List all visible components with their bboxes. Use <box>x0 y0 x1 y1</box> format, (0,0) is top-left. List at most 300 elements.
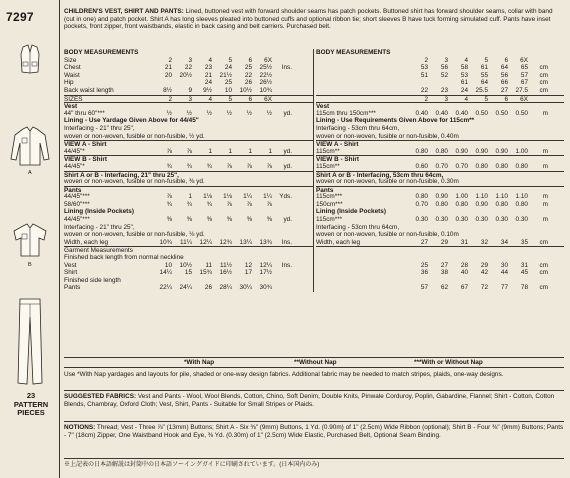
sketch-column <box>0 0 60 478</box>
imperial-row-label: Lining (Inside Pockets) <box>64 208 134 216</box>
imperial-cell: 21 <box>204 71 212 79</box>
imperial-row-label: 44" thru 60"*** <box>64 109 105 117</box>
imperial-row <box>64 277 313 285</box>
imperial-cell: ⅞ <box>226 200 232 208</box>
imperial-row-label: Shirt A or B - Interfacing, 21" thru 25", <box>64 171 179 179</box>
metric-cell: 1.10 <box>495 193 508 201</box>
fabrics-text: Vest and Pants - Wool, Wool Blends, Cotton, Chino, Soft Denim, Double Knits, Pinwale Corduroy, Poplin, Gabardine, Flannel; Shirt - Cotton, Cotton Blends, Chambray, Oxford Cloth; Vest, Shirt, Pants - Suitable for Small Stripes or Plaids. <box>64 393 555 408</box>
imperial-cell: yd. <box>283 109 292 117</box>
metric-cell: 0.70 <box>435 162 448 170</box>
imperial-cell: 16½ <box>219 269 232 277</box>
imperial-row-label: Back waist length <box>64 86 114 94</box>
imperial-row <box>64 102 313 110</box>
metric-cell: 45 <box>520 269 528 277</box>
imperial-row-label: Finished side length <box>64 276 121 284</box>
metric-row-label: woven or non-woven, fusible or non-fusible, 0.40m <box>316 132 459 140</box>
imperial-cell: ⅞ <box>266 162 272 170</box>
metric-row <box>316 178 564 186</box>
metric-table <box>316 49 564 292</box>
imperial-cell: 22 <box>184 64 192 72</box>
imperial-row <box>64 133 313 141</box>
imperial-row <box>64 231 313 239</box>
metric-cell: cm <box>539 79 548 87</box>
metric-cell: 0.80 <box>475 162 488 170</box>
metric-cell: 0.30 <box>435 216 448 224</box>
metric-row <box>316 262 564 270</box>
metric-cell: 0.40 <box>455 109 468 117</box>
imperial-row <box>64 224 313 232</box>
metric-row-label: Shirt A or B - Interfacing, 53cm thru 64cm, <box>316 171 444 179</box>
metric-cell: 4 <box>464 56 468 64</box>
imperial-cell: 20½ <box>179 71 192 79</box>
garment-description <box>64 8 564 31</box>
imperial-row-label: Lining - Use Yardage Given Above for 44/45" <box>64 117 199 125</box>
imperial-cell: 2 <box>168 95 172 103</box>
imperial-cell: ¾ <box>166 200 172 208</box>
suggested-fabrics <box>64 390 564 408</box>
imperial-row <box>64 79 313 87</box>
fabrics-label: SUGGESTED FABRICS: <box>64 393 137 400</box>
imperial-row-label: 44/45"*** <box>64 193 90 201</box>
metric-cell: 31 <box>460 238 468 246</box>
metric-cell: 0.80 <box>515 200 528 208</box>
metric-row <box>316 133 564 141</box>
metric-cell: 0.80 <box>415 147 428 155</box>
metric-row-label: woven or non-woven, fusible or non-fusible, 0.10m <box>316 231 459 239</box>
metric-cell: 0.90 <box>495 147 508 155</box>
metric-row <box>316 246 564 254</box>
imperial-row-label: woven or non-woven, fusible or non-fusible, ⅛ yd. <box>64 231 205 239</box>
imperial-cell: Ins. <box>281 261 292 269</box>
imperial-cell: 11¼ <box>180 238 192 246</box>
metric-row-label: VIEW A - Shirt <box>316 141 359 149</box>
imperial-cell: 9½ <box>203 86 212 94</box>
metric-cell: 0.50 <box>495 109 508 117</box>
metric-cell: 0.80 <box>415 193 428 201</box>
metric-cell: 0.30 <box>475 216 488 224</box>
metric-cell: 27 <box>500 86 508 94</box>
metric-cell: 34 <box>500 238 508 246</box>
metric-cell: 0.40 <box>435 109 448 117</box>
metric-row-label: Interfacing - 53cm thru 64cm, <box>316 223 400 231</box>
imperial-cell: ½ <box>186 109 192 117</box>
imperial-row-label: woven or non-woven, fusible or non-fusible, ⅜ yd. <box>64 178 205 186</box>
metric-row <box>316 208 564 216</box>
metric-row <box>316 117 564 125</box>
imperial-cell: ⅞ <box>166 193 172 201</box>
metric-cell: 66 <box>500 79 508 87</box>
metric-row <box>316 102 564 110</box>
metric-cell: 1.10 <box>475 193 488 201</box>
metric-row <box>316 269 564 277</box>
imperial-cell: 6X <box>264 95 272 103</box>
imperial-cell: ⅜ <box>186 216 192 224</box>
metric-row <box>316 201 564 209</box>
metric-cell: 25.5 <box>475 86 488 94</box>
pants-sketch <box>0 297 60 387</box>
metric-cell: 0.70 <box>455 162 468 170</box>
metric-row-label: Vest <box>316 103 330 111</box>
metric-row-label: 115cm*** <box>316 216 343 224</box>
imperial-cell: 10 <box>164 261 172 269</box>
metric-row <box>316 110 564 118</box>
imperial-row-label: Width, each leg <box>64 238 109 246</box>
metric-cell: 0.90 <box>475 147 488 155</box>
metric-cell: 64 <box>500 64 508 72</box>
imperial-row-label: Pants <box>64 284 81 292</box>
imperial-cell: 13¾ <box>259 238 272 246</box>
metric-cell: 25 <box>420 261 428 269</box>
metric-row-label: woven or non-woven, fusible or non-fusible, 0.30m <box>316 178 459 186</box>
view-b-label: B <box>28 262 32 268</box>
metric-cell: m <box>542 109 548 117</box>
imperial-cell: 11½ <box>220 261 232 269</box>
metric-cell: cm <box>539 71 548 79</box>
imperial-cell: 3 <box>188 56 192 64</box>
imperial-cell: 1 <box>268 147 272 155</box>
metric-cell: 27.5 <box>515 86 528 94</box>
imperial-row <box>64 95 313 103</box>
imperial-cell: 2 <box>168 56 172 64</box>
metric-cell: 2 <box>424 95 428 103</box>
metric-heading-text: BODY MEASUREMENTS <box>316 49 391 56</box>
vest-icon <box>17 44 43 74</box>
metric-cell: 0.80 <box>515 162 528 170</box>
imperial-cell: ⅜ <box>166 216 172 224</box>
metric-row-label: 115cm** <box>316 162 340 170</box>
imperial-cell: ⅞ <box>166 147 172 155</box>
metric-cell: 61 <box>460 79 468 87</box>
metric-cell: 29 <box>480 261 488 269</box>
metric-cell: cm <box>539 261 548 269</box>
imperial-row-label: Vest <box>64 103 78 111</box>
metric-cell: 6 <box>504 95 508 103</box>
metric-row <box>316 193 564 201</box>
imperial-cell: yd. <box>283 162 292 170</box>
metric-cell: 52 <box>440 71 448 79</box>
metric-cell: 1.00 <box>455 193 468 201</box>
metric-row <box>316 95 564 103</box>
imperial-cell: 10½ <box>239 86 252 94</box>
metric-cell: 77 <box>500 284 508 292</box>
imperial-cell: 4 <box>208 56 212 64</box>
metric-row-label: Lining - Use Requirements Given Above for 115cm** <box>316 117 475 125</box>
imperial-row <box>64 262 313 270</box>
metric-row <box>316 87 564 95</box>
imperial-cell: ½ <box>246 109 252 117</box>
metric-row <box>316 64 564 72</box>
metric-cell: 0.80 <box>435 147 448 155</box>
metric-cell: 61 <box>480 64 488 72</box>
metric-cell: 58 <box>460 64 468 72</box>
metric-row <box>316 254 564 262</box>
imperial-cell: ⅜ <box>266 216 272 224</box>
imperial-heading <box>64 49 313 57</box>
shirt-b-sketch <box>0 222 60 258</box>
imperial-cell: 17 <box>244 269 252 277</box>
metric-cell: 0.80 <box>495 200 508 208</box>
imperial-row <box>64 193 313 201</box>
imperial-cell: 8½ <box>163 86 172 94</box>
metric-cell: 27 <box>420 238 428 246</box>
metric-cell: 1.00 <box>515 147 528 155</box>
imperial-cell: 6X <box>264 56 272 64</box>
metric-cell: 5 <box>484 56 488 64</box>
imperial-row-label: Chest <box>64 64 81 72</box>
metric-cell: 0.50 <box>475 109 488 117</box>
imperial-row-label: Interfacing - 21" thru 25", <box>64 223 135 231</box>
imperial-cell: 25 <box>244 64 252 72</box>
metric-cell: 65 <box>520 64 528 72</box>
metric-row <box>316 224 564 232</box>
imperial-cell: 25 <box>224 79 232 87</box>
imperial-cell: 1 <box>208 147 212 155</box>
imperial-cell: 17½ <box>259 269 272 277</box>
metric-cell: 6X <box>520 95 528 103</box>
metric-cell: 6 <box>504 56 508 64</box>
imperial-cell: 26 <box>244 79 252 87</box>
metric-cell: 53 <box>420 64 428 72</box>
metric-row <box>316 216 564 224</box>
imperial-cell: Ins. <box>281 238 292 246</box>
metric-cell: 57 <box>520 71 528 79</box>
metric-cell: 0.30 <box>495 216 508 224</box>
metric-cell: 0.90 <box>475 200 488 208</box>
imperial-row <box>64 208 313 216</box>
imperial-cell: ¾ <box>166 162 172 170</box>
imperial-row <box>64 163 313 171</box>
imperial-cell: ¾ <box>206 200 212 208</box>
metric-cell: 0.70 <box>415 200 428 208</box>
imperial-cell: 21½ <box>219 71 232 79</box>
metric-cell: m <box>542 162 548 170</box>
metric-cell: 53 <box>460 71 468 79</box>
imperial-row <box>64 155 313 163</box>
imperial-cell: 10¾ <box>259 86 272 94</box>
metric-cell: 56 <box>500 71 508 79</box>
metric-cell: 40 <box>460 269 468 277</box>
metric-cell: cm <box>539 269 548 277</box>
metric-cell: m <box>542 200 548 208</box>
metric-row <box>316 239 564 247</box>
imperial-cell: Yds. <box>279 193 292 201</box>
metric-cell: 28 <box>460 261 468 269</box>
view-a-label: A <box>28 170 32 176</box>
imperial-row <box>64 239 313 247</box>
japanese-note: ※上記表の日本語解説は封筒中の日本語ソーイングガイドに印刷されています。(日本国内のみ) <box>64 458 564 469</box>
metric-cell: cm <box>539 86 548 94</box>
imperial-cell: 14¼ <box>159 269 172 277</box>
vest-sketch <box>0 44 60 74</box>
imperial-table <box>64 49 314 292</box>
imperial-cell: 21 <box>164 64 172 72</box>
imperial-row <box>64 216 313 224</box>
imperial-row <box>64 178 313 186</box>
notions <box>64 421 564 439</box>
imperial-row <box>64 269 313 277</box>
metric-cell: 78 <box>520 284 528 292</box>
pants-icon <box>16 297 44 387</box>
metric-cell: 38 <box>440 269 448 277</box>
imperial-cell: 13¼ <box>239 238 252 246</box>
imperial-row-label: Size <box>64 56 77 64</box>
imperial-cell: 20 <box>164 71 172 79</box>
imperial-cell: ⅜ <box>206 216 212 224</box>
imperial-cell: 22½ <box>259 71 272 79</box>
imperial-row-label: Finished back length from normal neckline <box>64 254 184 262</box>
imperial-cell: Ins. <box>281 64 292 72</box>
metric-row <box>316 79 564 87</box>
metric-row <box>316 140 564 148</box>
shirt-a-sketch <box>0 125 60 167</box>
metric-cell: 0.60 <box>415 162 428 170</box>
long-sleeve-shirt-icon <box>9 125 51 167</box>
imperial-cell: ⅞ <box>246 200 252 208</box>
metric-row <box>316 186 564 194</box>
imperial-cell: 12 <box>244 261 252 269</box>
imperial-row <box>64 201 313 209</box>
metric-row-label: 150cm*** <box>316 200 343 208</box>
metric-row-label: Interfacing - 53cm thru 64cm, <box>316 124 400 132</box>
metric-cell: 35 <box>520 238 528 246</box>
garment-title: CHILDREN'S VEST, SHIRT AND PANTS: <box>64 8 184 15</box>
metric-cell: 0.30 <box>415 216 428 224</box>
without-nap-legend: **Without Nap <box>294 359 337 366</box>
metric-row <box>316 163 564 171</box>
imperial-cell: 10 <box>224 86 232 94</box>
metric-cell: m <box>542 147 548 155</box>
metric-cell: 44 <box>500 269 508 277</box>
imperial-cell: 28¼ <box>219 284 232 292</box>
imperial-cell: 30¼ <box>239 284 252 292</box>
imperial-cell: 3 <box>188 95 192 103</box>
imperial-row-label: woven or non-woven, fusible or non-fusible, ½ yd. <box>64 132 205 140</box>
metric-row <box>316 277 564 285</box>
imperial-row-label: Garment Measurements <box>64 247 133 255</box>
metric-row <box>316 148 564 156</box>
metric-cell: 30 <box>500 261 508 269</box>
imperial-row <box>64 148 313 156</box>
metric-cell: 0.50 <box>515 109 528 117</box>
imperial-cell: 1 <box>248 147 252 155</box>
imperial-cell: 24¼ <box>179 284 192 292</box>
imperial-cell: 6 <box>248 56 252 64</box>
pattern-number: 7297 <box>6 10 34 24</box>
metric-cell: 24 <box>460 86 468 94</box>
imperial-row-label: Shirt <box>64 269 78 277</box>
imperial-row <box>64 64 313 72</box>
imperial-row <box>64 284 313 292</box>
imperial-row-label: 58/60"*** <box>64 200 90 208</box>
imperial-cell: 12¼ <box>199 238 212 246</box>
imperial-cell: 6 <box>248 95 252 103</box>
imperial-row-label: VIEW A - Shirt <box>64 141 107 149</box>
imperial-row <box>64 140 313 148</box>
metric-cell: 0.40 <box>415 109 428 117</box>
metric-cell: 32 <box>480 238 488 246</box>
pieces-word-2: PIECES <box>17 408 45 417</box>
imperial-cell: 23 <box>204 64 212 72</box>
imperial-row <box>64 246 313 254</box>
imperial-cell: ¾ <box>186 200 192 208</box>
nap-legend <box>64 357 564 368</box>
metric-cell: m <box>542 193 548 201</box>
metric-rows <box>316 57 564 292</box>
metric-cell: 55 <box>480 71 488 79</box>
metric-cell: 4 <box>464 95 468 103</box>
metric-cell: cm <box>539 238 548 246</box>
imperial-row-label: Pants <box>64 186 82 194</box>
with-or-without-nap-legend: ***With or Without Nap <box>414 359 483 366</box>
metric-row <box>316 125 564 133</box>
imperial-cell: ⅞ <box>186 147 192 155</box>
short-sleeve-shirt-icon <box>10 222 50 258</box>
metric-cell: cm <box>539 64 548 72</box>
metric-cell: 36 <box>420 269 428 277</box>
imperial-row-label: 44/45"* <box>64 147 85 155</box>
imperial-cell: 26½ <box>259 79 272 87</box>
metric-row <box>316 72 564 80</box>
imperial-cell: 22 <box>244 71 252 79</box>
imperial-row-label: 44/45"* <box>64 162 85 170</box>
imperial-cell: yd. <box>283 216 292 224</box>
metric-cell: 56 <box>440 64 448 72</box>
imperial-cell: 1¼ <box>243 193 252 201</box>
imperial-cell: ⅞ <box>266 200 272 208</box>
imperial-cell: 1¼ <box>263 193 272 201</box>
metric-cell: 64 <box>480 79 488 87</box>
metric-cell: m <box>542 216 548 224</box>
metric-cell: 23 <box>440 86 448 94</box>
imperial-row-label: Hip <box>64 79 74 87</box>
imperial-cell: ¾ <box>186 162 192 170</box>
imperial-cell: 11 <box>205 261 212 269</box>
metric-cell: 42 <box>480 269 488 277</box>
imperial-cell: 10¾ <box>159 238 172 246</box>
imperial-cell: ⅞ <box>226 162 232 170</box>
metric-cell: 22 <box>420 86 428 94</box>
metric-row-label: Lining (Inside Pockets) <box>316 208 386 216</box>
metric-cell: 0.80 <box>455 200 468 208</box>
imperial-cell: 12¼ <box>259 261 272 269</box>
metric-cell: 5 <box>484 95 488 103</box>
metric-cell: 29 <box>440 238 448 246</box>
imperial-row <box>64 57 313 65</box>
imperial-cell: 5 <box>228 95 232 103</box>
imperial-row <box>64 110 313 118</box>
metric-row <box>316 231 564 239</box>
metric-row-label: 115cm thru 150cm*** <box>316 109 376 117</box>
metric-cell: 0.30 <box>515 216 528 224</box>
metric-row-label: 115cm*** <box>316 193 343 201</box>
metric-row-label: Width, each leg <box>316 238 361 246</box>
metric-row <box>316 57 564 65</box>
imperial-row <box>64 72 313 80</box>
imperial-cell: ½ <box>166 109 172 117</box>
imperial-cell: 15 <box>184 269 192 277</box>
metric-cell: 0.90 <box>435 193 448 201</box>
metric-cell: 0.30 <box>455 216 468 224</box>
notions-text: Thread; Vest - Three ⅞" (13mm) Buttons; Shirt A - Six ⅜" (9mm) Buttons, 1 Yd. (0.90m) of 1" (2.5cm) Wide Ribbon (optional); Shirt B - Four ⅜" (9mm) Buttons; Pants - 7" (18cm) Zipper, One Waistband Hook and Eye, ⅜ Yd. (0.30m) of 1" (2.5cm) Wide Elastic, Purchased Belt, Optional Seam Binding. <box>64 424 564 439</box>
imperial-cell: ½ <box>266 109 272 117</box>
metric-cell: 3 <box>444 56 448 64</box>
metric-cell: 57 <box>420 284 428 292</box>
imperial-cell: 12¾ <box>219 238 232 246</box>
pieces-word-1: PATTERN <box>13 399 49 409</box>
imperial-row-label: 44/45"*** <box>64 216 90 224</box>
garment-description-text: Lined, buttoned vest with forward shoulder seams has patch pockets. Buttoned shirt has forward shoulder seams, collar with band (cut in one) and patch pocket. Shirt A has long sleeves pleated into buttoned cuffs and optional ribbon tie; short sleeves B have tuck forming simulated cuff. Pants have inset pockets, front zipper, front waistbands, elastic in back casing and belt carriers. Purchased belt. <box>64 8 553 31</box>
metric-row-label: Pants <box>316 186 334 194</box>
